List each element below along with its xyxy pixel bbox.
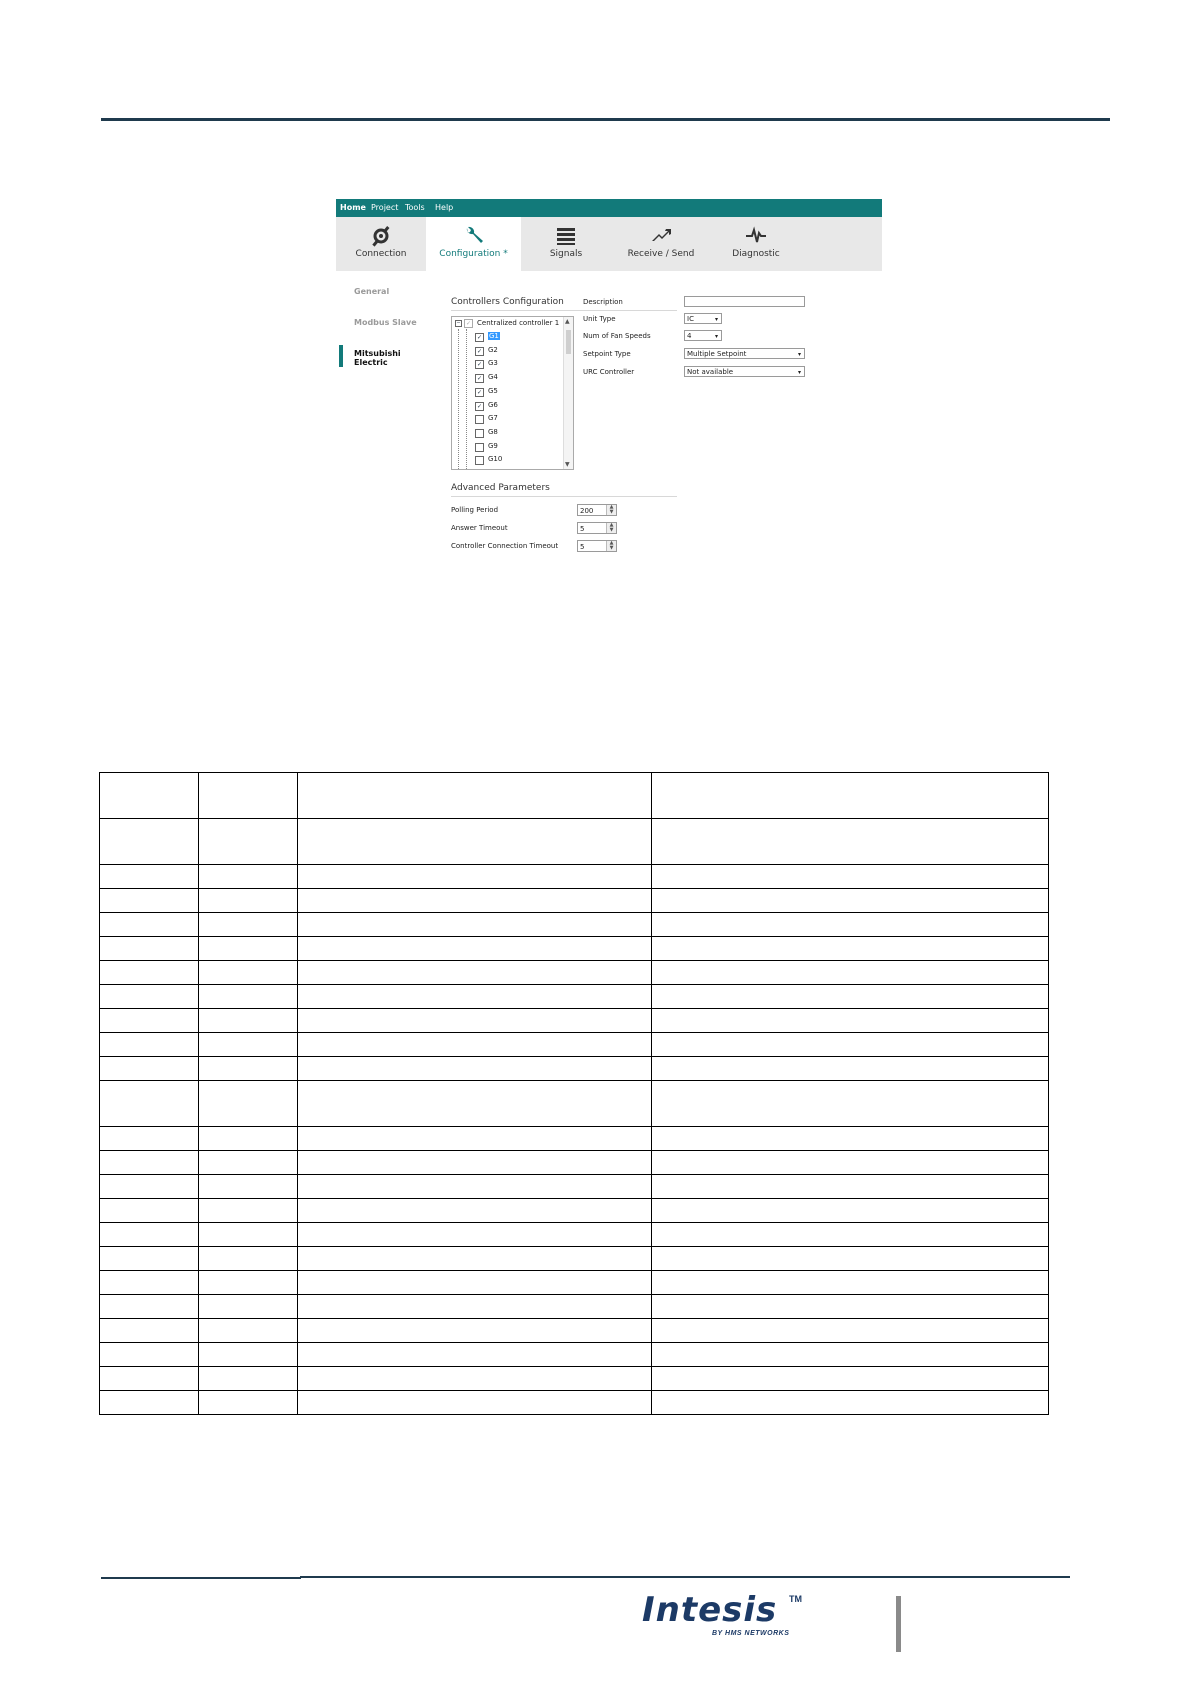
polling-period-label: Polling Period	[451, 506, 499, 514]
table-cell	[652, 961, 1049, 985]
header-rule	[101, 118, 1110, 121]
fan-speeds-label: Num of Fan Speeds	[583, 332, 651, 340]
table-row	[100, 1081, 1049, 1127]
description-input[interactable]	[684, 296, 805, 307]
group-checkbox[interactable]: ✓	[476, 361, 483, 369]
table-cell	[652, 1033, 1049, 1057]
table-cell	[198, 1223, 297, 1247]
tree-item[interactable]	[452, 455, 562, 467]
urc-controller-select[interactable]: Not available ▾	[684, 366, 805, 377]
controller-tree[interactable]	[451, 316, 574, 470]
table-cell	[100, 1009, 199, 1033]
table-cell	[297, 1151, 652, 1175]
tree-item[interactable]	[452, 387, 562, 399]
tree-root[interactable]	[455, 319, 565, 331]
tree-item[interactable]	[452, 332, 562, 344]
table-cell	[198, 961, 297, 985]
table-row	[100, 1033, 1049, 1057]
table-row	[100, 1247, 1049, 1271]
group-checkbox[interactable]: ✓	[476, 347, 483, 355]
group-checkbox[interactable]	[475, 415, 484, 424]
table-cell	[652, 1391, 1049, 1415]
table-row	[100, 1271, 1049, 1295]
tree-item[interactable]	[452, 442, 562, 454]
table-cell	[198, 1295, 297, 1319]
tab-configuration[interactable]	[426, 217, 521, 271]
table-cell	[652, 1271, 1049, 1295]
table-cell	[100, 1223, 199, 1247]
table-row	[100, 1127, 1049, 1151]
table-cell	[652, 1127, 1049, 1151]
tab-diagnostic[interactable]	[711, 217, 801, 271]
table-row	[100, 819, 1049, 865]
intesis-logo	[642, 1590, 822, 1650]
table-cell	[297, 985, 652, 1009]
table-cell	[198, 819, 297, 865]
section-divider	[451, 496, 677, 497]
unit-type-label: Unit Type	[583, 315, 616, 323]
tree-item-label: G9	[488, 441, 498, 450]
table-cell	[198, 913, 297, 937]
table-cell	[198, 1151, 297, 1175]
table-cell	[652, 1319, 1049, 1343]
sidebar-item-mitsubishi-electric[interactable]: Mitsubishi Electric	[354, 349, 401, 367]
tab-connection[interactable]	[336, 217, 426, 271]
table-row	[100, 961, 1049, 985]
tree-item[interactable]	[452, 401, 562, 413]
tree-item-label: G6	[488, 400, 498, 409]
table-cell	[100, 1199, 199, 1223]
table-cell	[100, 1151, 199, 1175]
table-cell	[198, 1033, 297, 1057]
setpoint-type-select[interactable]: Multiple Setpoint ▾	[684, 348, 805, 359]
tree-item[interactable]	[452, 414, 562, 426]
table-cell	[297, 865, 652, 889]
group-checkbox[interactable]: ✓	[476, 388, 483, 396]
table-cell	[100, 937, 199, 961]
setpoint-type-label: Setpoint Type	[583, 350, 631, 358]
table-row	[100, 1009, 1049, 1033]
table-cell	[198, 937, 297, 961]
group-checkbox[interactable]	[475, 443, 484, 452]
logo-sub: BY HMS NETWORKS	[712, 1630, 790, 1637]
table-cell	[652, 1367, 1049, 1391]
table-cell	[100, 819, 199, 865]
sidebar-active-indicator	[339, 345, 343, 367]
spinner-icon[interactable]: ▲ ▼	[606, 505, 616, 515]
table-cell	[100, 1127, 199, 1151]
table-cell	[198, 1391, 297, 1415]
table-cell	[198, 1057, 297, 1081]
section-divider	[451, 310, 677, 311]
table-row	[100, 865, 1049, 889]
table-row	[100, 1319, 1049, 1343]
table-cell	[100, 913, 199, 937]
chevron-down-icon: ▾	[797, 351, 801, 358]
menu-project[interactable]: Project	[371, 203, 399, 212]
tab-connection-label: Connection	[355, 249, 407, 259]
controllers-config-title: Controllers Configuration	[451, 297, 564, 307]
chevron-down-icon: ▾	[714, 333, 718, 340]
polling-period-input[interactable]: 200 ▲ ▼	[577, 504, 617, 516]
table-row	[100, 1199, 1049, 1223]
table-cell	[100, 1033, 199, 1057]
table-cell	[100, 1175, 199, 1199]
table-cell	[297, 1057, 652, 1081]
menu-bar	[336, 199, 882, 217]
tree-scrollbar[interactable]	[563, 317, 573, 469]
sidebar-item-general[interactable]: General	[354, 287, 390, 296]
table-cell	[297, 1199, 652, 1223]
table-cell	[198, 985, 297, 1009]
table-cell	[100, 1057, 199, 1081]
table-cell	[297, 1081, 652, 1127]
tree-item-label: G1	[489, 332, 499, 340]
table-cell	[297, 937, 652, 961]
urc-controller-label: URC Controller	[583, 368, 635, 376]
table-cell	[297, 889, 652, 913]
table-row	[100, 1367, 1049, 1391]
table-cell	[297, 1295, 652, 1319]
table-cell	[297, 1247, 652, 1271]
table-cell	[100, 1319, 199, 1343]
table-cell	[198, 1127, 297, 1151]
pulse-icon	[744, 225, 768, 247]
table-row	[100, 937, 1049, 961]
table-cell	[198, 1009, 297, 1033]
table-cell	[652, 1081, 1049, 1127]
tab-receive-send-label: Receive / Send	[627, 249, 695, 259]
data-table	[99, 772, 1049, 1415]
answer-timeout-input[interactable]: 5 ▲ ▼	[577, 522, 617, 534]
table-cell	[198, 1367, 297, 1391]
scroll-up-icon[interactable]: ▲	[565, 318, 570, 325]
spinner-icon[interactable]: ▲ ▼	[606, 541, 616, 551]
table-row	[100, 985, 1049, 1009]
table-cell	[198, 1319, 297, 1343]
table-cell	[297, 1343, 652, 1367]
table-cell	[652, 1295, 1049, 1319]
table-cell	[198, 773, 297, 819]
group-checkbox[interactable]: ✓	[476, 375, 483, 383]
table-cell	[652, 1175, 1049, 1199]
table-cell	[100, 961, 199, 985]
tree-item-label: G5	[488, 386, 498, 395]
scroll-down-icon[interactable]: ▼	[565, 461, 570, 468]
conn-timeout-input[interactable]: 5 ▲ ▼	[577, 540, 617, 552]
plug-gear-icon	[369, 225, 393, 247]
table-cell	[100, 1081, 199, 1127]
group-checkbox[interactable]: ✓	[476, 402, 483, 410]
table-cell	[652, 937, 1049, 961]
table-cell	[652, 1343, 1049, 1367]
unit-type-select[interactable]: IC ▾	[684, 313, 722, 324]
conn-timeout-label: Controller Connection Timeout	[451, 542, 559, 550]
table-cell	[652, 1223, 1049, 1247]
table-row	[100, 913, 1049, 937]
table-cell	[297, 1367, 652, 1391]
spinner-icon[interactable]: ▲ ▼	[606, 523, 616, 533]
menu-help[interactable]: Help	[435, 203, 454, 212]
logo-tm: TM	[789, 1594, 802, 1604]
table-cell	[100, 1271, 199, 1295]
table-cell	[198, 1247, 297, 1271]
table-cell	[198, 1175, 297, 1199]
table-cell	[100, 985, 199, 1009]
sidebar	[336, 271, 426, 559]
table-cell	[100, 1247, 199, 1271]
tree-item-label: G4	[488, 373, 498, 382]
answer-timeout-label: Answer Timeout	[451, 524, 508, 532]
group-checkbox[interactable]	[475, 429, 484, 438]
chevron-down-icon: ▾	[714, 316, 718, 323]
table-cell	[198, 865, 297, 889]
table-cell	[652, 1247, 1049, 1271]
table-cell	[297, 1391, 652, 1415]
table-cell	[297, 773, 652, 819]
menu-home[interactable]: Home	[340, 203, 366, 212]
menu-tools[interactable]: Tools	[405, 203, 425, 212]
ribbon	[336, 217, 882, 271]
table-cell	[652, 913, 1049, 937]
footer-vertical-bar	[896, 1596, 901, 1652]
table-cell	[198, 1271, 297, 1295]
table-cell	[652, 773, 1049, 819]
table-cell	[652, 865, 1049, 889]
description-label: Description	[583, 298, 623, 306]
footer-rule	[300, 1576, 1070, 1578]
tab-receive-send[interactable]	[611, 217, 711, 271]
table-cell	[297, 1127, 652, 1151]
table-cell	[100, 1391, 199, 1415]
table-cell	[297, 1319, 652, 1343]
tree-item-label: G2	[488, 345, 498, 354]
table-cell	[297, 1175, 652, 1199]
chevron-down-icon: ▾	[797, 369, 801, 376]
app-screenshot	[336, 199, 882, 559]
table-row	[100, 889, 1049, 913]
tree-item-label: G8	[488, 427, 498, 436]
advanced-params-title: Advanced Parameters	[451, 483, 550, 493]
table-cell	[652, 1057, 1049, 1081]
wrench-icon	[462, 225, 486, 247]
table-cell	[652, 1151, 1049, 1175]
table-cell	[652, 1199, 1049, 1223]
tree-item-label: G3	[488, 359, 498, 368]
table-cell	[652, 985, 1049, 1009]
tree-item[interactable]	[452, 428, 562, 440]
table-cell	[297, 961, 652, 985]
tree-item-label: G10	[488, 455, 503, 464]
table-row	[100, 1151, 1049, 1175]
table-cell	[652, 889, 1049, 913]
table-cell	[198, 1081, 297, 1127]
footer-rule	[101, 1577, 301, 1579]
table-cell	[297, 1271, 652, 1295]
table-cell	[100, 773, 199, 819]
table-row	[100, 1343, 1049, 1367]
transfer-arrows-icon	[649, 225, 673, 247]
table-cell	[100, 889, 199, 913]
tab-signals-label: Signals	[549, 249, 583, 259]
table-row	[100, 1391, 1049, 1415]
group-checkbox[interactable]: ✓	[476, 334, 483, 341]
table-cell	[100, 1367, 199, 1391]
table-cell	[297, 1033, 652, 1057]
tab-diagnostic-label: Diagnostic	[732, 249, 780, 259]
list-icon	[554, 225, 578, 247]
table-row	[100, 1295, 1049, 1319]
group-checkbox[interactable]	[475, 456, 484, 465]
tree-item[interactable]	[452, 359, 562, 371]
table-cell	[297, 1009, 652, 1033]
root-checkbox[interactable]: ✓	[465, 320, 472, 327]
tree-item[interactable]	[452, 346, 562, 358]
logo-word: Intesis	[642, 1590, 778, 1630]
table-cell	[100, 1295, 199, 1319]
table-row	[100, 1223, 1049, 1247]
table-row	[100, 1175, 1049, 1199]
table-cell	[198, 1199, 297, 1223]
table-cell	[100, 865, 199, 889]
table-cell	[198, 889, 297, 913]
table-row	[100, 1057, 1049, 1081]
tree-item[interactable]	[452, 373, 562, 385]
collapse-toggle[interactable]: −	[456, 320, 461, 326]
fan-speeds-select[interactable]: 4 ▾	[684, 330, 722, 341]
table-cell	[652, 819, 1049, 865]
table-cell	[297, 913, 652, 937]
table-cell	[652, 1009, 1049, 1033]
table-row	[100, 773, 1049, 819]
table-cell	[297, 819, 652, 865]
table-cell	[297, 1223, 652, 1247]
table-cell	[198, 1343, 297, 1367]
tab-signals[interactable]	[521, 217, 611, 271]
table-cell	[100, 1343, 199, 1367]
tab-configuration-label: Configuration *	[439, 249, 508, 259]
tree-root-label: Centralized controller 1	[477, 319, 560, 327]
sidebar-item-modbus-slave[interactable]: Modbus Slave	[354, 318, 417, 327]
tree-item-label: G7	[488, 414, 498, 423]
